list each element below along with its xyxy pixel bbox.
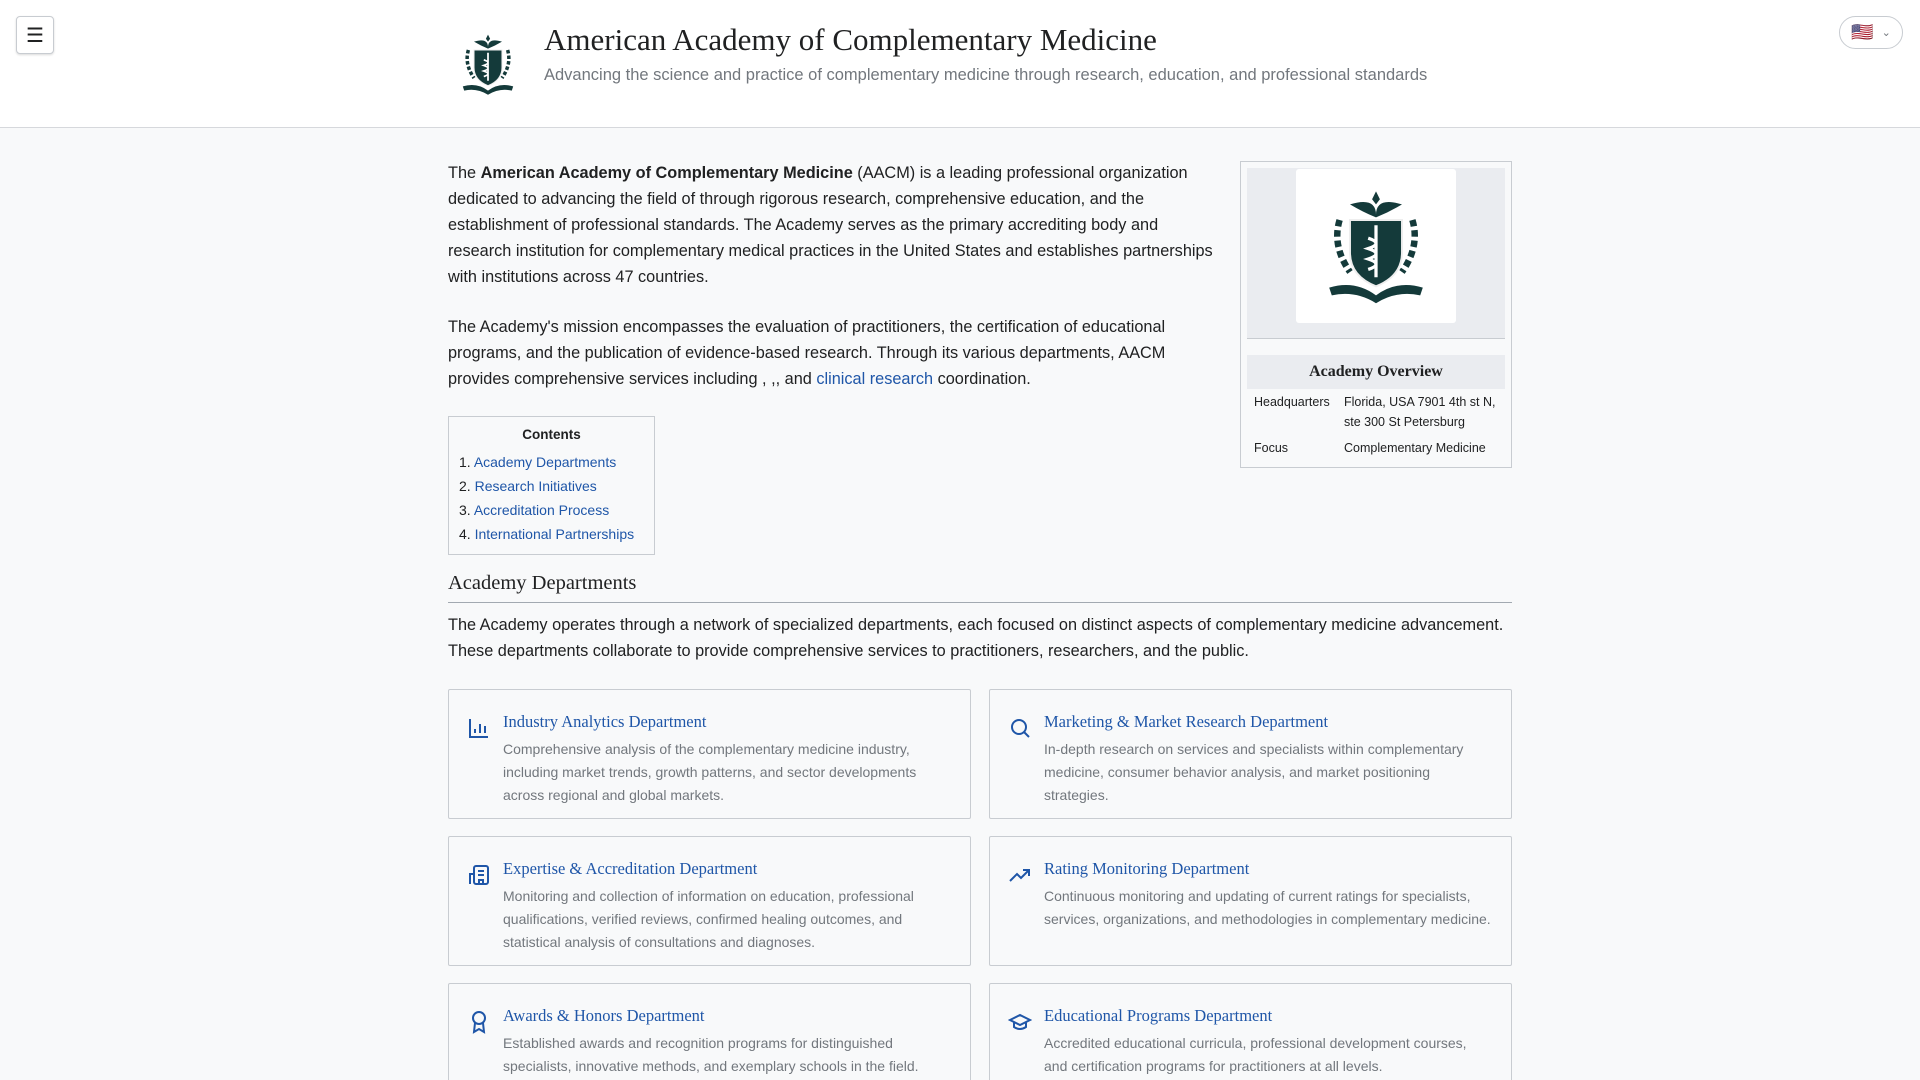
department-card [989,983,1512,1080]
text: The Academy's mission encompasses the evaluation of practitioners, the certification of educational programs, and the publication of evidence-based research. Through its various departments, AACM provides comprehensive services including , ,, and [448,318,1166,388]
site-title: American Academy of Complementary Medicine [544,22,1157,57]
department-description: Monitoring and collection of information on education, professional qualifications, verified reviews, confirmed healing outcomes, and statistical analysis of consultations and diagnoses. [503,888,914,950]
toc-link-accreditation-process[interactable]: Accreditation Process [473,502,610,518]
department-description: Continuous monitoring and updating of current ratings for specialists, services, organizations, and methodologies in complementary medicine. [1044,888,1491,927]
award-icon [467,1010,491,1034]
academy-logo [453,27,523,101]
intro-paragraph-2 [448,314,1223,392]
chevron-down-icon: ⌄ [1881,27,1891,39]
toc-link-research-initiatives[interactable]: Research Initiatives [474,478,597,494]
infobox-image [1247,168,1505,339]
graduation-cap-icon [1008,1010,1032,1034]
site-subtitle: Advancing the science and practice of complementary medicine through research, education, and professional standards [544,66,1428,84]
department-title-link[interactable]: Awards & Honors Department [503,1006,705,1025]
academy-crest-image [1311,181,1441,311]
language-selector[interactable] [1839,16,1903,49]
intro-paragraph-1 [448,160,1223,290]
search-icon [1008,716,1032,740]
hamburger-icon: ☰ [26,24,44,47]
menu-button[interactable] [16,16,54,54]
toc-item [459,474,644,498]
building-icon [467,863,491,887]
toc-number: 2. [459,478,471,494]
department-title-link[interactable]: Educational Programs Department [1044,1006,1273,1025]
toc-number: 1. [459,454,471,470]
toc-title: Contents [522,427,581,442]
department-card [989,836,1512,966]
org-name: American Academy of Complementary Medicine [480,164,853,182]
toc-number: 3. [459,502,471,518]
department-description: Accredited educational curricula, professional development courses, and certification programs for practitioners at all levels. [1044,1035,1467,1074]
infobox-value: Florida, USA 7901 4th st N, ste 300 St Petersburg [1344,395,1496,429]
infobox-title: Academy Overview [1247,355,1505,389]
toc-number: 4. [459,526,471,542]
infobox-row [1247,435,1505,461]
us-flag-icon: 🇺🇸 [1851,22,1874,42]
department-title-link[interactable]: Expertise & Accreditation Department [503,859,758,878]
department-card [989,689,1512,819]
toc-item [459,450,644,474]
department-title-link[interactable]: Marketing & Market Research Department [1044,712,1329,731]
toc-item [459,498,644,522]
department-card [448,836,971,966]
department-grid [448,689,1512,1080]
department-description: In-depth research on services and specialists within complementary medicine, consumer behavior analysis, and market positioning strategies. [1044,741,1464,803]
infobox-key: Headquarters [1254,395,1330,409]
section-intro: The Academy operates through a network of specialized departments, each focused on distinct aspects of complementary medicine advancement. These departments collaborate to provide comprehensive services to practitioners, researchers, and the public. [448,616,1504,660]
department-title-link[interactable]: Rating Monitoring Department [1044,859,1250,878]
trending-up-icon [1008,863,1032,887]
toc-link-international-partnerships[interactable]: International Partnerships [474,526,635,542]
infobox [1240,161,1512,468]
bar-chart-icon [467,716,491,740]
toc-item [459,522,644,546]
site-header [0,0,1920,128]
infobox-row [1247,389,1505,435]
table-of-contents [448,416,655,555]
text: coordination. [933,370,1031,388]
infobox-key: Focus [1254,441,1289,455]
toc-link-academy-departments[interactable]: Academy Departments [473,454,617,470]
department-description: Comprehensive analysis of the complementary medicine industry, including market trends, growth patterns, and sector developments across regional and global markets. [503,741,917,803]
text: The [448,164,481,182]
department-description: Established awards and recognition programs for distinguished specialists, innovative methods, and exemplary schools in the field. [503,1035,919,1074]
text: (AACM) is a leading professional organization dedicated to advancing the field of through rigorous research, comprehensive education, and the establishment of professional standards. The Academy serves as the primary accrediting body and research institution for complementary medical practices in the United States and establishes partnerships with institutions across 47 countries. [448,164,1213,286]
department-card [448,689,971,819]
clinical-research-link[interactable]: clinical research [816,370,934,388]
infobox-value: Complementary Medicine [1344,441,1486,455]
department-title-link[interactable]: Industry Analytics Department [503,712,707,731]
section-heading: Academy Departments [448,572,1512,603]
department-card [448,983,971,1080]
article [448,160,1512,1080]
